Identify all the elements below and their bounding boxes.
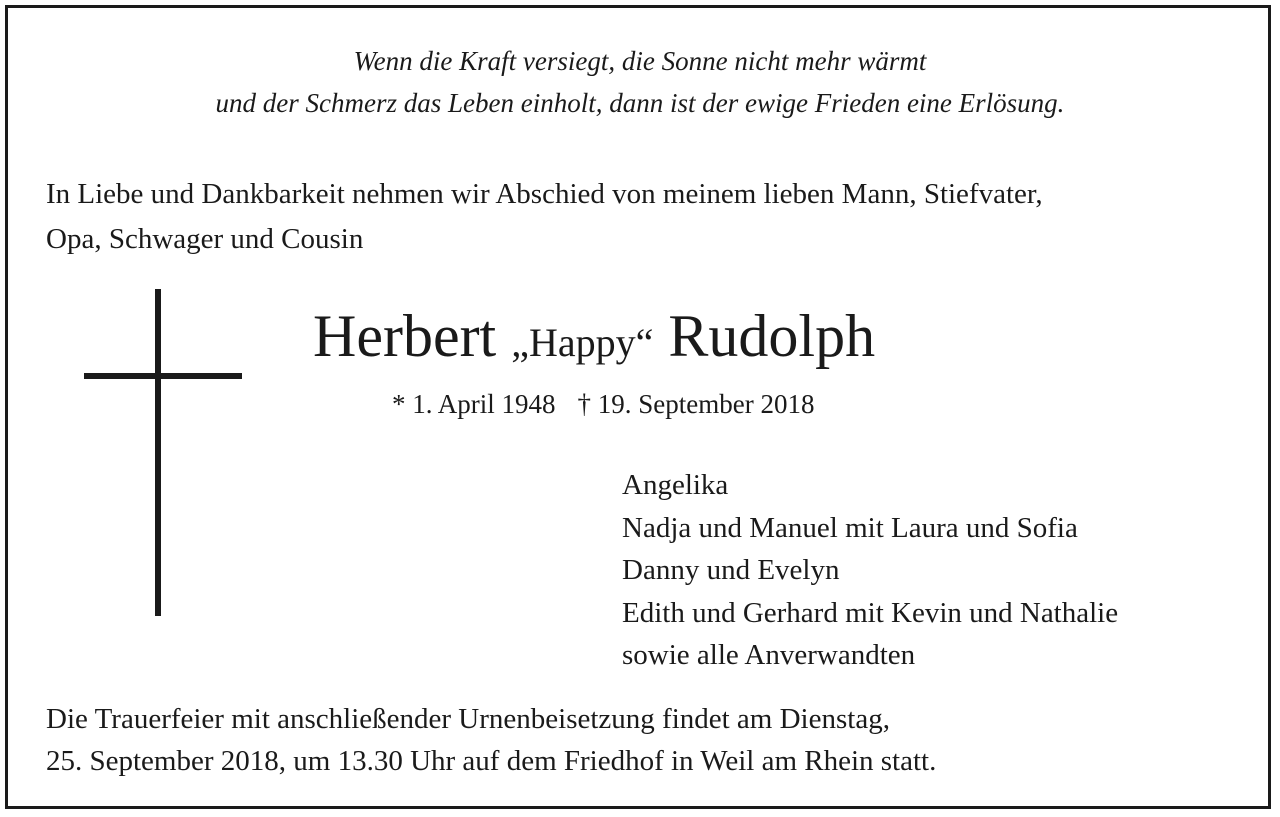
intro-text (46, 172, 1043, 262)
cross-vertical-bar (155, 289, 161, 616)
mourner-item: Danny und Evelyn (622, 554, 840, 586)
mourner-item: Angelika (622, 469, 729, 501)
quote-line-1: Wenn die Kraft versiegt, die Sonne nicht mehr wärmt (353, 46, 927, 76)
deceased-name (313, 300, 875, 379)
cross-horizontal-bar (84, 373, 242, 379)
mourner-item: Edith und Gerhard mit Kevin und Nathalie (622, 596, 1119, 629)
birth-date: * 1. April 1948 (392, 389, 556, 419)
ceremony-line-2: 25. September 2018, um 13.30 Uhr auf dem Friedhof in Weil am Rhein statt. (46, 745, 937, 777)
ceremony-line-1: Die Trauerfeier mit anschließender Urnenbeisetzung findet am Dienstag, (46, 703, 890, 735)
mourner-item: Nadja und Manuel mit Laura und Sofia (622, 511, 1078, 544)
life-dates (392, 384, 814, 424)
ceremony-notice (46, 698, 936, 782)
mourner-item: sowie alle Anverwandten (622, 639, 916, 671)
death-date: † 19. September 2018 (577, 389, 815, 419)
first-name: Herbert (313, 303, 497, 369)
quote (0, 40, 1280, 124)
last-name: Rudolph (668, 303, 876, 369)
nickname: „Happy“ (511, 320, 654, 365)
intro-line-1: In Liebe und Dankbarkeit nehmen wir Abschied von meinem lieben Mann, Stiefvater, (46, 178, 1043, 210)
mourners-list (622, 464, 1118, 677)
quote-line-2: und der Schmerz das Leben einholt, dann ist der ewige Frieden eine Erlösung. (215, 88, 1065, 118)
intro-line-2: Opa, Schwager und Cousin (46, 223, 364, 255)
